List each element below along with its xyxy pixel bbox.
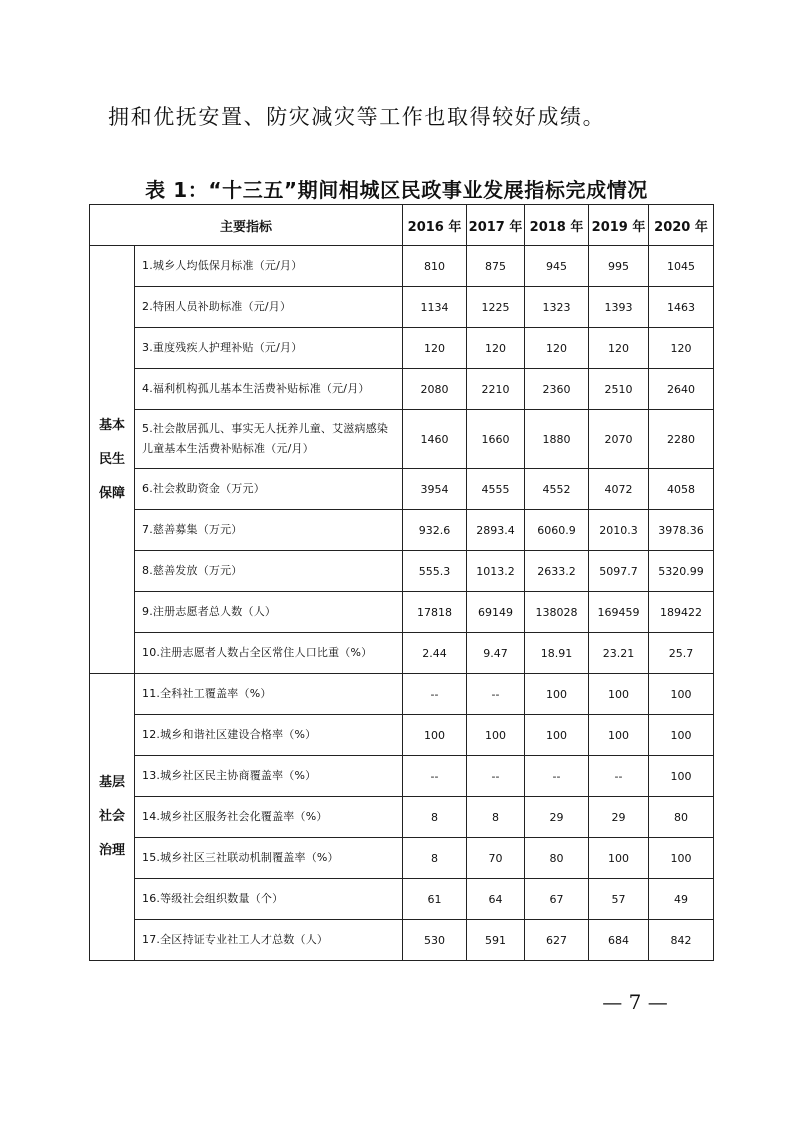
- value-2016: --: [403, 674, 467, 715]
- value-2020: 2640: [649, 369, 714, 410]
- indicator-name: 6.社会救助资金（万元）: [135, 469, 403, 510]
- value-2019: 100: [589, 715, 649, 756]
- value-2016: 61: [403, 879, 467, 920]
- table-header-row: [90, 205, 714, 246]
- table-row: [90, 838, 714, 879]
- indicator-name: 15.城乡社区三社联动机制覆盖率（%）: [135, 838, 403, 879]
- page-number: — 7 —: [602, 990, 668, 1014]
- value-2019: 29: [589, 797, 649, 838]
- value-2019: 4072: [589, 469, 649, 510]
- table-row: [90, 592, 714, 633]
- value-2017: 69149: [467, 592, 525, 633]
- value-2018: 1880: [525, 410, 589, 469]
- value-2020: 100: [649, 715, 714, 756]
- value-2019: 57: [589, 879, 649, 920]
- value-2016: 120: [403, 328, 467, 369]
- header-year-2016: 2016 年: [403, 205, 467, 246]
- value-2018: 4552: [525, 469, 589, 510]
- value-2019: 2510: [589, 369, 649, 410]
- indicator-table: [89, 204, 714, 961]
- value-2018: 2360: [525, 369, 589, 410]
- table-row: [90, 879, 714, 920]
- value-2019: --: [589, 756, 649, 797]
- value-2020: 49: [649, 879, 714, 920]
- header-main-indicator: 主要指标: [90, 205, 403, 246]
- indicator-name: 3.重度残疾人护理补贴（元/月）: [135, 328, 403, 369]
- indicator-name: 8.慈善发放（万元）: [135, 551, 403, 592]
- value-2020: 120: [649, 328, 714, 369]
- table-row: [90, 328, 714, 369]
- indicator-name: 11.全科社工覆盖率（%）: [135, 674, 403, 715]
- value-2020: 100: [649, 756, 714, 797]
- value-2019: 23.21: [589, 633, 649, 674]
- value-2018: 945: [525, 246, 589, 287]
- table-title: 表 1：“十三五”期间相城区民政事业发展指标完成情况: [145, 178, 648, 202]
- value-2018: 6060.9: [525, 510, 589, 551]
- header-year-2019: 2019 年: [589, 205, 649, 246]
- value-2019: 5097.7: [589, 551, 649, 592]
- value-2018: --: [525, 756, 589, 797]
- value-2016: 2.44: [403, 633, 467, 674]
- value-2020: 842: [649, 920, 714, 961]
- indicator-name: 17.全区持证专业社工人才总数（人）: [135, 920, 403, 961]
- value-2018: 138028: [525, 592, 589, 633]
- value-2018: 100: [525, 715, 589, 756]
- value-2017: 120: [467, 328, 525, 369]
- value-2016: --: [403, 756, 467, 797]
- value-2019: 684: [589, 920, 649, 961]
- table-row: [90, 510, 714, 551]
- value-2016: 932.6: [403, 510, 467, 551]
- table-row: [90, 287, 714, 328]
- value-2017: --: [467, 674, 525, 715]
- value-2018: 627: [525, 920, 589, 961]
- table-row: [90, 551, 714, 592]
- table-row: [90, 920, 714, 961]
- indicator-name: 4.福利机构孤儿基本生活费补贴标准（元/月）: [135, 369, 403, 410]
- value-2018: 80: [525, 838, 589, 879]
- value-2016: 2080: [403, 369, 467, 410]
- value-2016: 1134: [403, 287, 467, 328]
- value-2019: 100: [589, 674, 649, 715]
- value-2017: 875: [467, 246, 525, 287]
- header-year-2020: 2020 年: [649, 205, 714, 246]
- value-2017: 8: [467, 797, 525, 838]
- value-2020: 25.7: [649, 633, 714, 674]
- value-2020: 189422: [649, 592, 714, 633]
- value-2020: 100: [649, 674, 714, 715]
- table-row: [90, 246, 714, 287]
- value-2019: 100: [589, 838, 649, 879]
- value-2019: 1393: [589, 287, 649, 328]
- value-2019: 120: [589, 328, 649, 369]
- value-2020: 1045: [649, 246, 714, 287]
- indicator-name: 5.社会散居孤儿、事实无人抚养儿童、艾滋病感染儿童基本生活费补贴标准（元/月）: [135, 410, 403, 469]
- value-2018: 67: [525, 879, 589, 920]
- value-2016: 3954: [403, 469, 467, 510]
- value-2016: 1460: [403, 410, 467, 469]
- table-row: [90, 797, 714, 838]
- value-2018: 100: [525, 674, 589, 715]
- value-2018: 120: [525, 328, 589, 369]
- table-row: [90, 756, 714, 797]
- value-2018: 18.91: [525, 633, 589, 674]
- value-2020: 1463: [649, 287, 714, 328]
- value-2020: 5320.99: [649, 551, 714, 592]
- value-2017: 2210: [467, 369, 525, 410]
- value-2020: 80: [649, 797, 714, 838]
- value-2017: 1660: [467, 410, 525, 469]
- value-2018: 29: [525, 797, 589, 838]
- value-2019: 169459: [589, 592, 649, 633]
- table-row: [90, 715, 714, 756]
- value-2017: 100: [467, 715, 525, 756]
- table-row: [90, 369, 714, 410]
- intro-paragraph: 拥和优抚安置、防灾减灾等工作也取得较好成绩。: [108, 105, 606, 129]
- value-2017: 2893.4: [467, 510, 525, 551]
- value-2016: 810: [403, 246, 467, 287]
- value-2017: 591: [467, 920, 525, 961]
- table-row: [90, 469, 714, 510]
- table-row: [90, 410, 714, 469]
- value-2017: --: [467, 756, 525, 797]
- value-2020: 2280: [649, 410, 714, 469]
- value-2016: 530: [403, 920, 467, 961]
- value-2017: 64: [467, 879, 525, 920]
- header-year-2017: 2017 年: [467, 205, 525, 246]
- category-basic-livelihood: 基本 民生 保障: [90, 246, 135, 674]
- value-2017: 9.47: [467, 633, 525, 674]
- indicator-name: 1.城乡人均低保月标准（元/月）: [135, 246, 403, 287]
- value-2016: 8: [403, 797, 467, 838]
- value-2020: 4058: [649, 469, 714, 510]
- indicator-name: 16.等级社会组织数量（个）: [135, 879, 403, 920]
- indicator-name: 12.城乡和谐社区建设合格率（%）: [135, 715, 403, 756]
- indicator-name: 9.注册志愿者总人数（人）: [135, 592, 403, 633]
- indicator-name: 7.慈善募集（万元）: [135, 510, 403, 551]
- indicator-name: 2.特困人员补助标准（元/月）: [135, 287, 403, 328]
- value-2016: 555.3: [403, 551, 467, 592]
- value-2020: 3978.36: [649, 510, 714, 551]
- value-2018: 1323: [525, 287, 589, 328]
- indicator-name: 14.城乡社区服务社会化覆盖率（%）: [135, 797, 403, 838]
- indicator-name: 13.城乡社区民主协商覆盖率（%）: [135, 756, 403, 797]
- value-2017: 4555: [467, 469, 525, 510]
- table-row: [90, 633, 714, 674]
- indicator-name: 10.注册志愿者人数占全区常住人口比重（%）: [135, 633, 403, 674]
- value-2017: 1225: [467, 287, 525, 328]
- value-2016: 8: [403, 838, 467, 879]
- value-2019: 2010.3: [589, 510, 649, 551]
- value-2020: 100: [649, 838, 714, 879]
- value-2019: 995: [589, 246, 649, 287]
- value-2019: 2070: [589, 410, 649, 469]
- value-2017: 70: [467, 838, 525, 879]
- header-year-2018: 2018 年: [525, 205, 589, 246]
- value-2016: 17818: [403, 592, 467, 633]
- value-2016: 100: [403, 715, 467, 756]
- table-row: [90, 674, 714, 715]
- value-2017: 1013.2: [467, 551, 525, 592]
- category-community-governance: 基层 社会 治理: [90, 674, 135, 961]
- value-2018: 2633.2: [525, 551, 589, 592]
